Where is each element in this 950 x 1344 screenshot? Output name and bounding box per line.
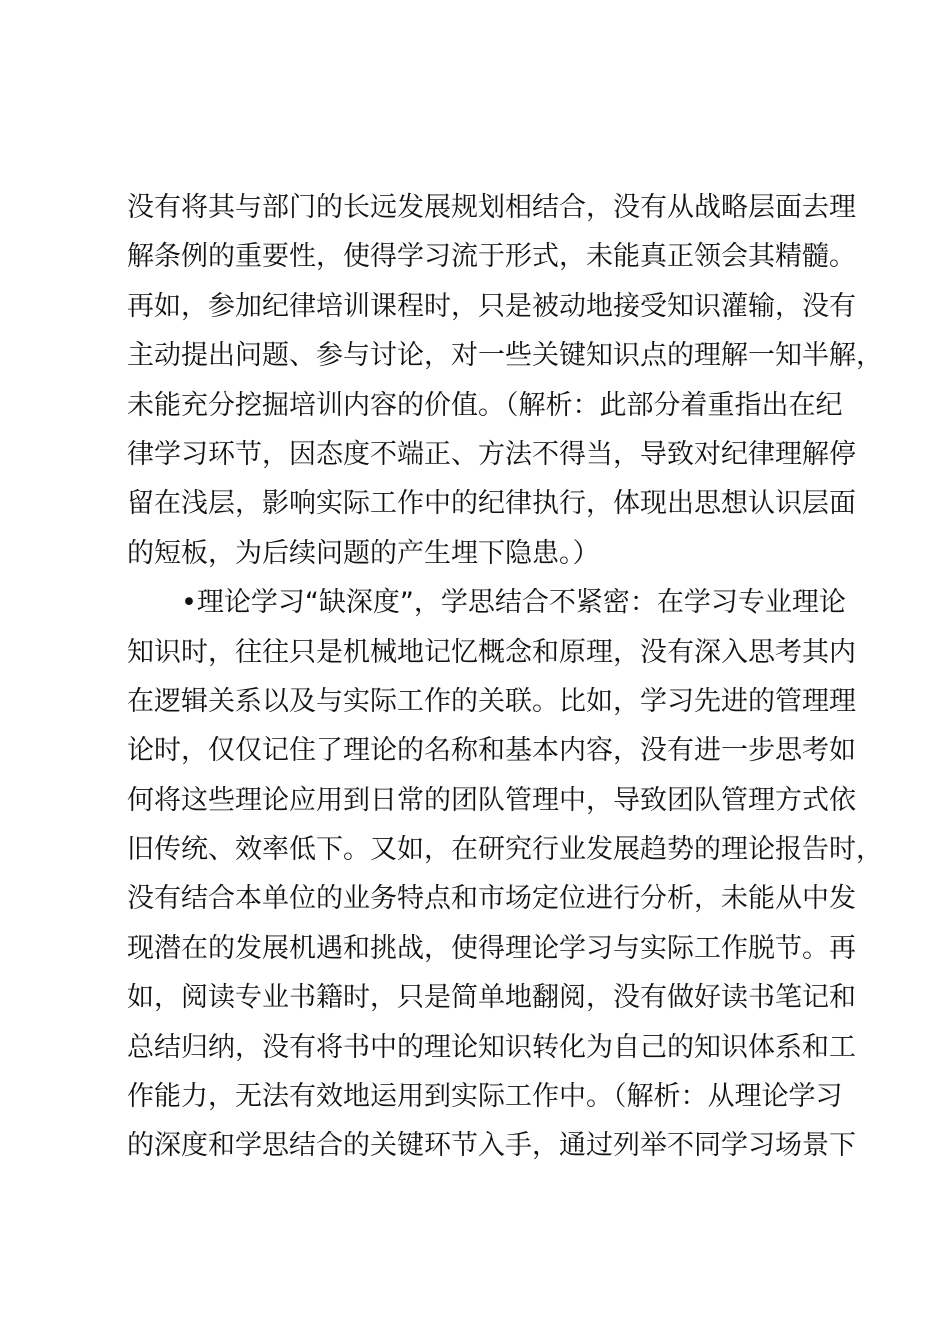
text-line: 未能充分挖掘培训内容的价值。（解析：此部分着重指出在纪 <box>127 389 843 421</box>
text-line: 律学习环节，因态度不端正、方法不得当，导致对纪律理解停 <box>127 438 856 470</box>
body-text <box>127 183 883 1171</box>
text-line: 的短板，为后续问题的产生埋下隐患。） <box>127 537 600 569</box>
text-line: 旧传统、效率低下。又如，在研究行业发展趋势的理论报告时， <box>127 834 883 866</box>
text-line: 知识时，往往只是机械地记忆概念和原理，没有深入思考其内 <box>127 636 856 668</box>
text-line: 再如，参加纪律培训课程时，只是被动地接受知识灌输，没有 <box>127 290 856 322</box>
text-line: 没有将其与部门的长远发展规划相结合，没有从战略层面去理 <box>127 192 856 223</box>
text-line: 在逻辑关系以及与实际工作的关联。比如，学习先进的管理理 <box>127 685 856 717</box>
section-heading-line: •理论学习“缺深度”，学思结合不紧密：在学习专业理论 <box>127 587 846 619</box>
text-line: 论时，仅仅记住了理论的名称和基本内容，没有进一步思考如 <box>127 735 856 767</box>
text-line: 的深度和学思结合的关键环节入手，通过列举不同学习场景下 <box>127 1130 856 1162</box>
text-line: 没有结合本单位的业务特点和市场定位进行分析，未能从中发 <box>127 883 856 915</box>
text-line: 解条例的重要性，使得学习流于形式，未能真正领会其精髓。 <box>127 241 856 273</box>
text-line: 留在浅层，影响实际工作中的纪律执行，体现出思想认识层面 <box>127 488 856 520</box>
text-line: 主动提出问题、参与讨论，对一些关键知识点的理解一知半解， <box>127 340 883 372</box>
text-line: 何将这些理论应用到日常的团队管理中，导致团队管理方式依 <box>127 784 856 816</box>
text-line: 作能力，无法有效地运用到实际工作中。（解析：从理论学习 <box>127 1081 843 1113</box>
text-line: 如，阅读专业书籍时，只是简单地翻阅，没有做好读书笔记和 <box>127 982 856 1014</box>
text-line: 总结归纳，没有将书中的理论知识转化为自己的知识体系和工 <box>127 1031 856 1063</box>
text-line: 现潜在的发展机遇和挑战，使得理论学习与实际工作脱节。再 <box>127 932 856 964</box>
